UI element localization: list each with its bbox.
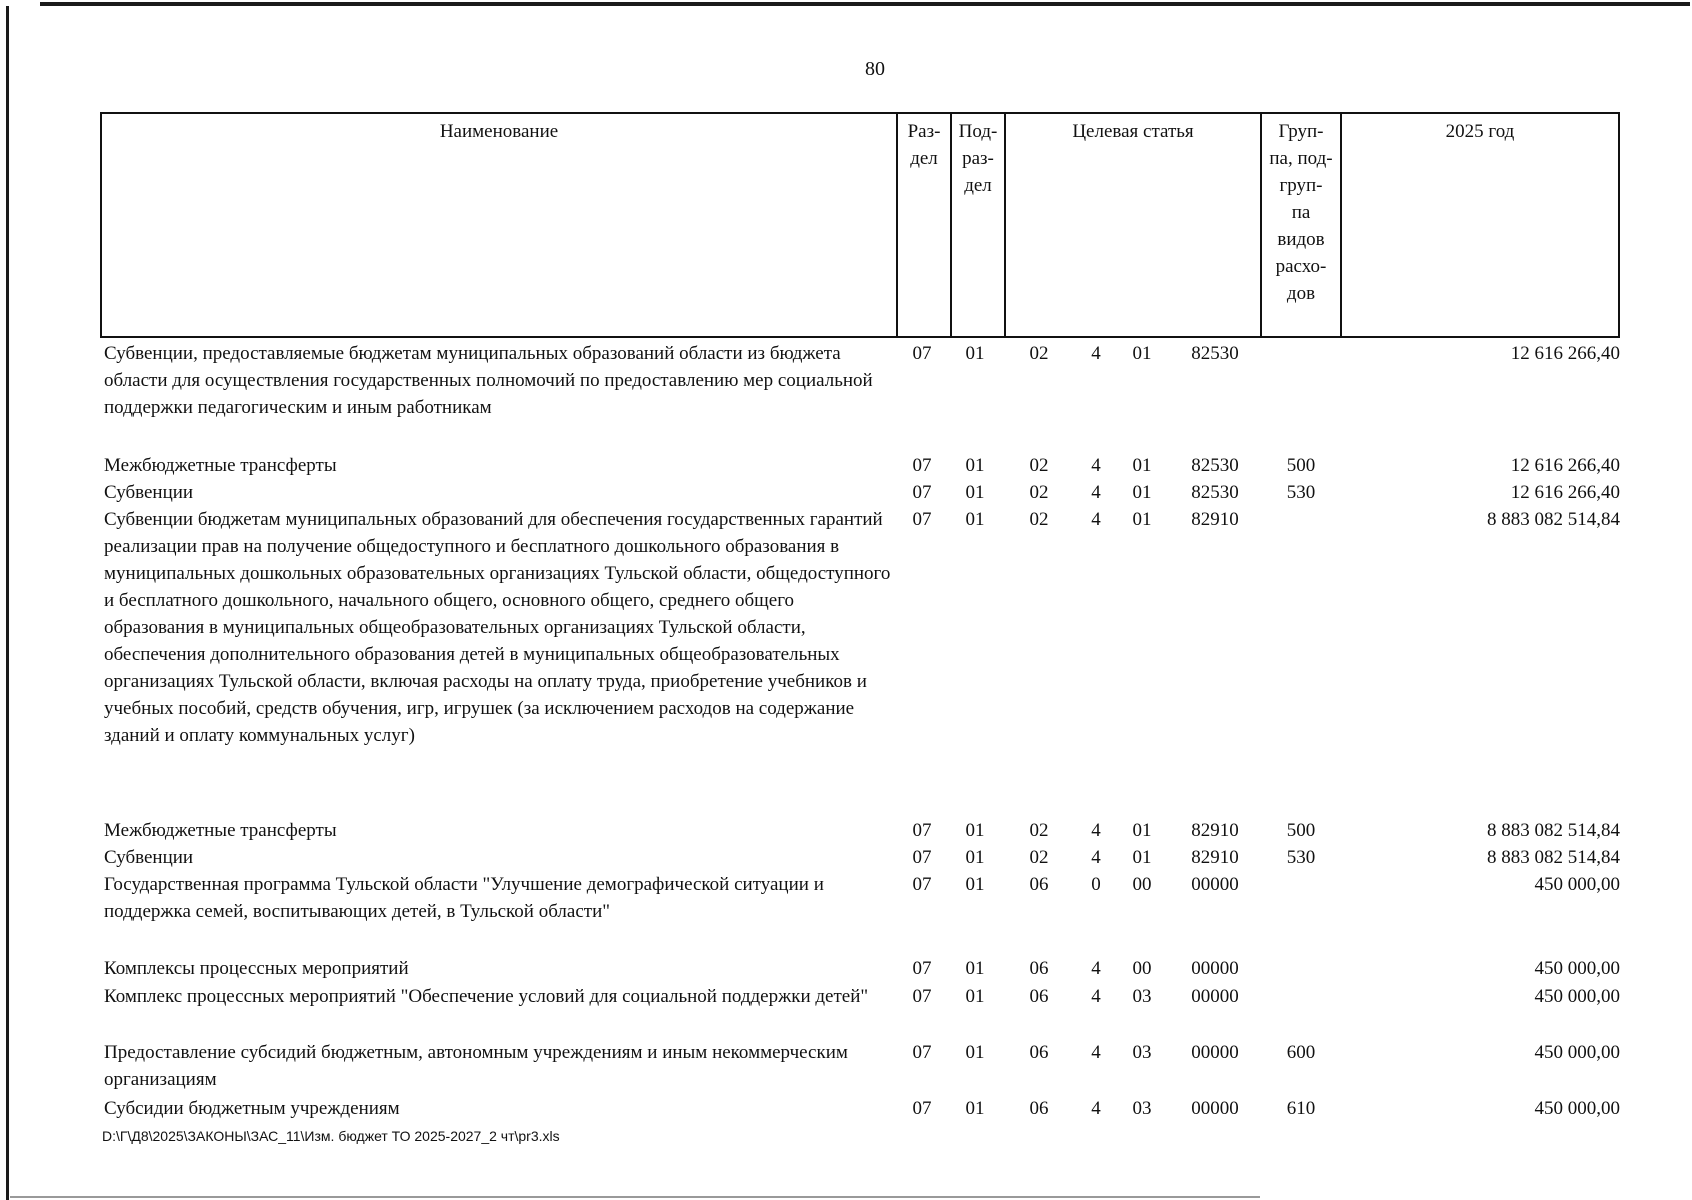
row-celevaya-statya-2: 0	[1091, 874, 1101, 895]
row-vid-rashodov: 610	[1286, 1098, 1316, 1119]
row-razdel: 07	[912, 343, 932, 364]
row-razdel: 07	[912, 455, 932, 476]
file-path-footer: D:\Г\Д8\2025\ЗАКОНЫ\ЗАС_11\Изм. бюджет ТО 2025-2027_2 чт\pr3.xls	[102, 1128, 560, 1144]
row-celevaya-statya-1: 06	[1029, 986, 1049, 1007]
row-celevaya-statya-3: 01	[1132, 820, 1152, 841]
row-celevaya-statya-1: 06	[1029, 958, 1049, 979]
header-year: 2025 год	[1445, 121, 1515, 142]
row-celevaya-statya-2: 4	[1091, 820, 1101, 841]
header-name: Наименование	[102, 114, 898, 336]
row-podrazdel: 01	[965, 343, 985, 364]
row-razdel: 07	[912, 820, 932, 841]
row-celevaya-statya-3: 01	[1132, 455, 1152, 476]
row-name: Субвенции, предоставляемые бюджетам муниципальных образований области из бюджета области для осуществления государственных полномочий по предоставлению мер социальной поддержки педагогическим и иным работникам	[104, 343, 873, 418]
row-podrazdel: 01	[965, 482, 985, 503]
row-amount: 450 000,00	[1534, 986, 1620, 1007]
row-razdel: 07	[912, 509, 932, 530]
row-name: Комплекс процессных мероприятий "Обеспечение условий для социальной поддержки детей"	[104, 986, 869, 1007]
row-razdel: 07	[912, 958, 932, 979]
row-celevaya-statya-3: 00	[1132, 874, 1152, 895]
row-celevaya-statya-3: 00	[1132, 958, 1152, 979]
row-celevaya-statya-1: 02	[1029, 509, 1049, 530]
row-celevaya-statya-4: 82910	[1191, 509, 1239, 530]
row-celevaya-statya-1: 06	[1029, 1098, 1049, 1119]
header-podrazdel: Под- раз- дел	[952, 114, 1006, 336]
row-amount: 450 000,00	[1534, 958, 1620, 979]
row-celevaya-statya-3: 03	[1132, 1098, 1152, 1119]
row-celevaya-statya-4: 00000	[1191, 986, 1239, 1007]
row-name: Государственная программа Тульской области "Улучшение демографической ситуации и поддержка семей, воспитывающих детей, в Тульской области"	[104, 874, 824, 922]
row-celevaya-statya-1: 02	[1029, 847, 1049, 868]
row-celevaya-statya-4: 00000	[1191, 1098, 1239, 1119]
row-razdel: 07	[912, 847, 932, 868]
row-celevaya-statya-2: 4	[1091, 1042, 1101, 1063]
row-vid-rashodov: 530	[1286, 482, 1316, 503]
row-celevaya-statya-2: 4	[1091, 986, 1101, 1007]
row-razdel: 07	[912, 1042, 932, 1063]
row-vid-rashodov: 600	[1286, 1042, 1316, 1063]
row-celevaya-statya-1: 02	[1029, 820, 1049, 841]
row-amount: 8 883 082 514,84	[1487, 509, 1620, 530]
row-amount: 8 883 082 514,84	[1487, 820, 1620, 841]
row-amount: 8 883 082 514,84	[1487, 847, 1620, 868]
row-celevaya-statya-3: 03	[1132, 986, 1152, 1007]
row-podrazdel: 01	[965, 455, 985, 476]
row-podrazdel: 01	[965, 820, 985, 841]
row-razdel: 07	[912, 986, 932, 1007]
row-celevaya-statya-4: 00000	[1191, 1042, 1239, 1063]
row-celevaya-statya-1: 06	[1029, 874, 1049, 895]
row-name: Субвенции	[104, 847, 194, 868]
row-podrazdel: 01	[965, 847, 985, 868]
row-name: Межбюджетные трансферты	[104, 820, 337, 841]
row-celevaya-statya-3: 03	[1132, 1042, 1152, 1063]
header-celevaya-statya: Целевая статья	[1006, 114, 1262, 336]
row-name: Предоставление субсидий бюджетным, автономным учреждениям и иным некоммерческим организациям	[104, 1042, 848, 1090]
header-vid-rashodov: Груп- па, под- груп- па видов расхо- дов	[1262, 114, 1342, 336]
row-podrazdel: 01	[965, 986, 985, 1007]
page-number: 80	[865, 58, 885, 80]
row-celevaya-statya-1: 06	[1029, 1042, 1049, 1063]
row-amount: 450 000,00	[1534, 874, 1620, 895]
row-celevaya-statya-4: 82530	[1191, 343, 1239, 364]
row-razdel: 07	[912, 874, 932, 895]
row-name: Субвенции	[104, 482, 194, 503]
row-amount: 12 616 266,40	[1510, 455, 1620, 476]
row-celevaya-statya-3: 01	[1132, 343, 1152, 364]
row-podrazdel: 01	[965, 958, 985, 979]
row-amount: 12 616 266,40	[1510, 343, 1620, 364]
row-celevaya-statya-3: 01	[1132, 482, 1152, 503]
row-razdel: 07	[912, 1098, 932, 1119]
row-razdel: 07	[912, 482, 932, 503]
row-podrazdel: 01	[965, 1098, 985, 1119]
row-podrazdel: 01	[965, 874, 985, 895]
row-celevaya-statya-4: 82910	[1191, 820, 1239, 841]
row-vid-rashodov: 530	[1286, 847, 1316, 868]
row-celevaya-statya-1: 02	[1029, 343, 1049, 364]
row-celevaya-statya-2: 4	[1091, 343, 1101, 364]
row-celevaya-statya-4: 00000	[1191, 874, 1239, 895]
row-name: Субсидии бюджетным учреждениям	[104, 1098, 400, 1119]
header-razdel: Раз- дел	[898, 114, 952, 336]
row-name: Межбюджетные трансферты	[104, 455, 337, 476]
row-name: Субвенции бюджетам муниципальных образований для обеспечения государственных гарантий реализации прав на получение общедоступного и бесплатного дошкольного образования в муниципальных дошкольных образовательных организациях Тульской области, общедоступного и бесплатного дошкольного, начального общего, основного общего, среднего общего образования в муниципальных общеобразовательных организациях Тульской области, обеспечения дополнительного образования детей в муниципальных общеобразовательных организациях Тульской области, включая расходы на оплату труда, приобретение учебников и учебных пособий, средств обучения, игр, игрушек (за исключением расходов на содержание зданий и оплату коммунальных услуг)	[104, 509, 891, 746]
row-celevaya-statya-2: 4	[1091, 847, 1101, 868]
row-vid-rashodov: 500	[1286, 455, 1316, 476]
row-podrazdel: 01	[965, 509, 985, 530]
row-celevaya-statya-4: 82530	[1191, 455, 1239, 476]
row-celevaya-statya-2: 4	[1091, 509, 1101, 530]
row-celevaya-statya-4: 00000	[1191, 958, 1239, 979]
row-celevaya-statya-3: 01	[1132, 847, 1152, 868]
row-celevaya-statya-4: 82910	[1191, 847, 1239, 868]
row-amount: 450 000,00	[1534, 1042, 1620, 1063]
row-celevaya-statya-2: 4	[1091, 482, 1101, 503]
row-name: Комплексы процессных мероприятий	[104, 958, 409, 979]
row-amount: 450 000,00	[1534, 1098, 1620, 1119]
row-celevaya-statya-2: 4	[1091, 455, 1101, 476]
row-amount: 12 616 266,40	[1510, 482, 1620, 503]
row-celevaya-statya-1: 02	[1029, 482, 1049, 503]
row-celevaya-statya-1: 02	[1029, 455, 1049, 476]
row-celevaya-statya-4: 82530	[1191, 482, 1239, 503]
row-celevaya-statya-2: 4	[1091, 958, 1101, 979]
row-celevaya-statya-2: 4	[1091, 1098, 1101, 1119]
row-celevaya-statya-3: 01	[1132, 509, 1152, 530]
row-vid-rashodov: 500	[1286, 820, 1316, 841]
row-podrazdel: 01	[965, 1042, 985, 1063]
